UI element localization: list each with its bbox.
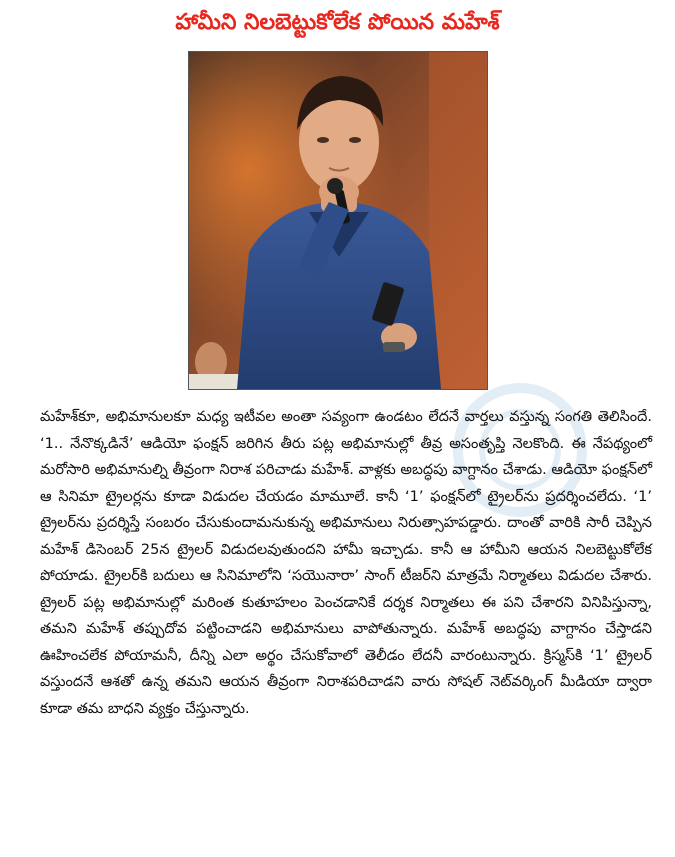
article-body: మహేశ్‌కూ, అభిమానులకూ మధ్య ఇటీవల అంతా సవ్యంగా ఉండటం లేదనే వార్తలు వస్తున్న సంగతి తెలిసిందే. ‘1.. నేనొక్కడినే’ ఆడియో ఫంక్షన్ జరిగిన తీరు పట్ల అభిమానుల్లో తీవ్ర అసంతృప్తి నెలకొంది. ఈ నేపథ్యంలో మరోసారి అభిమానుల్ని తీవ్రంగా నిరాశ పరిచాడు మహేశ్. వాళ్లకు అబద్ధపు వాగ్దానం చేశాడు. ఆడియో ఫంక్షన్‌లో ఆ సినిమా ట్రైలర్లను కూడా విడుదల చేయడం మామూలే. కానీ ‘1’ ఫంక్షన్‌లో ట్రైలర్‌ను ప్రదర్శించలేదు. ‘1’ ట్రైలర్‌ను ప్రదర్శిస్తే సంబరం చేసుకుందామనుకున్న అభిమానులు నిరుత్సాహపడ్డారు. దాంతో వారికి సారీ చెప్పిన మహేశ్ డిసెంబర్ 25న ట్రైలర్ విడుదలవుతుందని హామీ ఇచ్చాడు. కానీ ఆ హామీని ఆయన నిలబెట్టుకోలేక పోయాడు. ట్రైలర్‌కి బదులు ఆ సినిమాలోని ‘సయొనారా’ సాంగ్ టీజర్‌ని మాత్రమే నిర్మాతలు విడుదల చేశారు. ట్రైలర్ పట్ల అభిమానుల్లో మరింత కుతూహలం పెంచడానికే దర్శక నిర్మాతలు ఈ పని చేశారని వినిపిస్తున్నా, తమని మహేశ్ తప్పుదోవ పట్టించాడని అభిమానులు వాపోతున్నారు. మహేశ్ అబద్ధపు వాగ్దానం చేస్తాడని ఊహించలేక పోయామనీ, దీన్ని ఎలా అర్థం చేసుకోవాలో తెలీడం లేదనీ వారంటున్నారు. క్రిస్మస్‌కి ‘1’ ట్రైలర్ వస్తుందనే ఆశతో ఉన్న తమని ఆయన తీవ్రంగా నిరాశపరిచాడని వారు సోషల్ నెట్‌వర్కింగ్ మీడియా ద్వారా కూడా తమ బాధని వ్యక్తం చేస్తున్నారు.	[40, 409, 652, 717]
headline: హామీని నిలబెట్టుకోలేక పోయిన మహేశ్	[175, 10, 500, 35]
photo-illustration	[189, 52, 487, 389]
mahesh-photo	[188, 51, 488, 390]
